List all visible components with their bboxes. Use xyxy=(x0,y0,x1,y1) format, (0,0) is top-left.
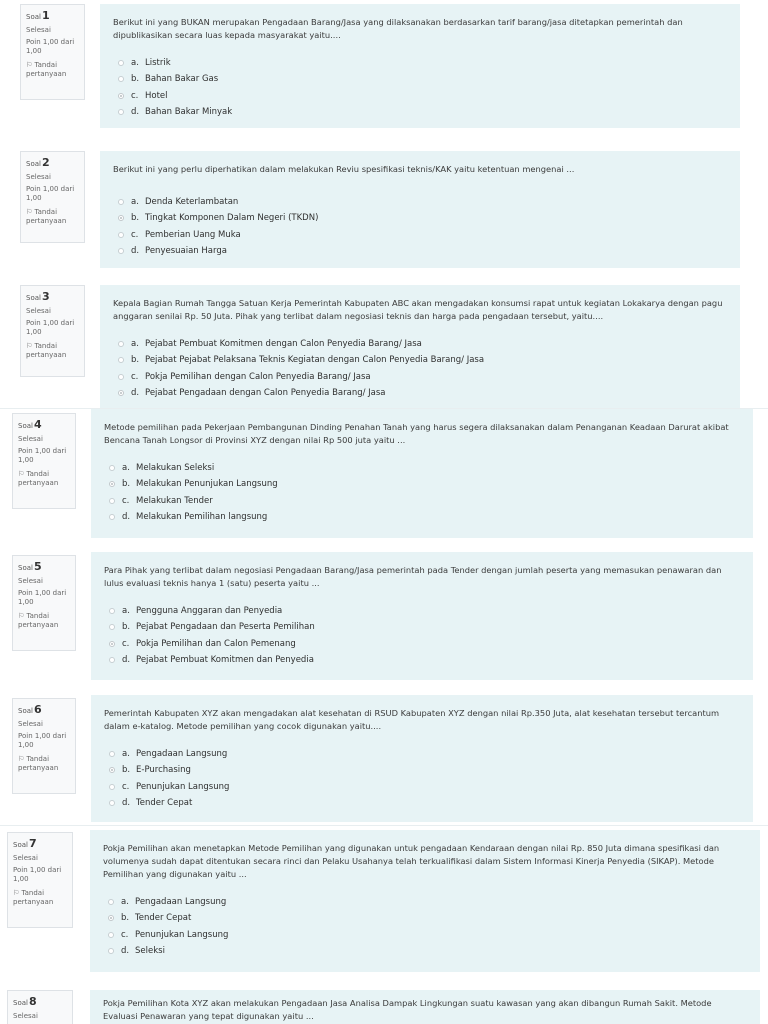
answer-option-d[interactable]: d. Pejabat Pembuat Komitmen dan Penyedia xyxy=(109,652,741,668)
radio-button-selected[interactable] xyxy=(108,915,114,921)
question-info xyxy=(12,413,76,509)
question-text: Kepala Bagian Rumah Tangga Satuan Kerja Pemerintah Kabupaten ABC akan mengadakan konsumsi rapat untuk kegiatan Lokakarya dengan pagu anggaran senilai Rp. 50 Juta. Pihak yang terlibat dalam negosiasi teknis dan harga pada pengadaan tersebut, yaitu.... xyxy=(113,298,723,321)
question-content xyxy=(91,552,753,680)
question-state: Selesai xyxy=(26,173,51,181)
radio-button-selected[interactable] xyxy=(109,641,115,647)
answer-option-d[interactable]: d. Seleksi xyxy=(108,943,748,959)
flag-question-link[interactable] xyxy=(13,889,67,907)
question-text: Berikut ini yang perlu diperhatikan dalam melakukan Reviu spesifikasi teknis/KAK yaitu ketentuan mengenai ... xyxy=(113,164,575,174)
question-content xyxy=(100,4,740,128)
answer-option-d[interactable]: d. Melakukan Pemilihan langsung xyxy=(109,509,741,525)
answer-option-c[interactable]: c. Hotel xyxy=(118,88,728,104)
flag-question-link[interactable] xyxy=(26,208,79,226)
question-info xyxy=(20,285,85,377)
radio-button[interactable] xyxy=(118,60,124,66)
answer-option-d[interactable]: d. Tender Cepat xyxy=(109,795,741,811)
radio-button[interactable] xyxy=(109,800,115,806)
answer-option-a[interactable]: a. Pengadaan Langsung xyxy=(109,746,741,762)
radio-button-selected[interactable] xyxy=(118,390,124,396)
question-content xyxy=(90,830,760,972)
radio-button[interactable] xyxy=(108,948,114,954)
radio-button-selected[interactable] xyxy=(109,481,115,487)
answer-option-c[interactable]: c. Pokja Pemilihan dengan Calon Penyedia Barang/ Jasa xyxy=(118,369,728,385)
question-number: Soal4 xyxy=(18,418,42,431)
screenshot-strip-1 xyxy=(0,0,768,408)
question-info xyxy=(12,698,76,794)
answer-options xyxy=(109,603,741,668)
flag-icon: ⚐ xyxy=(18,470,25,478)
radio-button[interactable] xyxy=(109,498,115,504)
flag-question-link[interactable] xyxy=(18,755,70,773)
radio-button[interactable] xyxy=(109,465,115,471)
radio-button[interactable] xyxy=(118,109,124,115)
question-text: Pemerintah Kabupaten XYZ akan mengadakan alat kesehatan di RSUD Kabupaten XYZ dengan nilai Rp.350 Juta, alat kesehatan tersebut tercantum dalam e-katalog. Metode pemilihan yang cocok digunakan yaitu.... xyxy=(104,708,720,731)
question-number: Soal6 xyxy=(18,703,42,716)
radio-button[interactable] xyxy=(109,514,115,520)
answer-option-d[interactable]: d. Bahan Bakar Minyak xyxy=(118,104,728,120)
radio-button[interactable] xyxy=(108,932,114,938)
question-grade: Poin 1,00 dari 1,00 xyxy=(18,589,67,606)
screenshot-strip-3 xyxy=(0,826,768,1024)
question-state: Selesai xyxy=(26,307,51,315)
answer-option-b[interactable]: b. Melakukan Penunjukan Langsung xyxy=(109,476,741,492)
question-info xyxy=(7,990,73,1024)
answer-options xyxy=(118,55,728,120)
answer-option-a[interactable]: a. Pejabat Pembuat Komitmen dengan Calon Penyedia Barang/ Jasa xyxy=(118,336,728,352)
question-info xyxy=(7,832,73,928)
answer-option-b[interactable]: b. Tender Cepat xyxy=(108,910,748,926)
question-number: Soal8 xyxy=(13,995,37,1008)
flag-label: Tandai pertanyaan xyxy=(26,208,67,225)
question-content xyxy=(91,409,753,538)
answer-option-c[interactable]: c. Melakukan Tender xyxy=(109,493,741,509)
screenshot-strip-2 xyxy=(0,409,768,825)
question-info xyxy=(20,151,85,243)
flag-question-link[interactable] xyxy=(18,612,70,630)
question-state: Selesai xyxy=(26,26,51,34)
question-number: Soal5 xyxy=(18,560,42,573)
radio-button-selected[interactable] xyxy=(118,215,124,221)
radio-button[interactable] xyxy=(118,357,124,363)
answer-option-a[interactable]: a. Pengadaan Langsung xyxy=(108,894,748,910)
flag-question-link[interactable] xyxy=(26,61,79,79)
answer-option-c[interactable]: c. Penunjukan Langsung xyxy=(108,927,748,943)
flag-question-link[interactable] xyxy=(26,342,79,360)
radio-button[interactable] xyxy=(118,199,124,205)
radio-button[interactable] xyxy=(109,751,115,757)
question-number: Soal3 xyxy=(26,290,50,303)
flag-icon: ⚐ xyxy=(18,755,25,763)
radio-button[interactable] xyxy=(118,76,124,82)
question-state: Selesai xyxy=(18,435,43,443)
question-grade: Poin 1,00 dari 1,00 xyxy=(26,185,75,202)
flag-icon: ⚐ xyxy=(26,61,33,69)
question-content xyxy=(90,990,760,1024)
flag-icon: ⚐ xyxy=(26,208,33,216)
question-grade: Poin 1,00 dari 1,00 xyxy=(26,319,75,336)
flag-label: Tandai pertanyaan xyxy=(26,61,67,78)
radio-button[interactable] xyxy=(109,608,115,614)
radio-button[interactable] xyxy=(118,232,124,238)
question-number: Soal7 xyxy=(13,837,37,850)
flag-label: Tandai pertanyaan xyxy=(18,755,59,772)
flag-icon: ⚐ xyxy=(18,612,25,620)
answer-options xyxy=(108,894,748,959)
question-text: Pokja Pemilihan akan menetapkan Metode Pemilihan yang digunakan untuk pengadaan Kendaraan dengan nilai Rp. 850 Juta dimana spesifikasi dan volumenya sudah dapat ditentukan secara rinci dan Pelaku Usahanya telah terkualifikasi dalam Sistem Informasi Kinerja Penyedia (SIKAP). Metode Pemilihan yang digunakan yaitu ... xyxy=(103,843,720,879)
question-content xyxy=(100,285,740,408)
question-grade: Poin 1,00 dari 1,00 xyxy=(13,866,62,883)
answer-option-d[interactable]: d. Pejabat Pengadaan dengan Calon Penyedia Barang/ Jasa xyxy=(118,385,728,401)
question-state: Selesai xyxy=(13,1012,38,1020)
flag-icon: ⚐ xyxy=(13,889,20,897)
answer-option-b[interactable]: b. Tingkat Komponen Dalam Negeri (TKDN) xyxy=(118,210,728,226)
question-text: Metode pemilihan pada Pekerjaan Pembangunan Dinding Penahan Tanah yang harus segera dilaksanakan dalam Penanganan Keadaan Darurat akibat Bencana Tanah Longsor di Provinsi XYZ dengan nilai Rp 500 juta yaitu ... xyxy=(104,422,729,445)
question-state: Selesai xyxy=(18,720,43,728)
flag-label: Tandai pertanyaan xyxy=(13,889,54,906)
question-grade: Poin 1,00 dari 1,00 xyxy=(18,447,67,464)
question-text: Berikut ini yang BUKAN merupakan Pengadaan Barang/Jasa yang dilaksanakan berdasarkan tarif barang/jasa ditetapkan pemerintah dan dipublikasikan secara luas kepada masyarakat yaitu.... xyxy=(113,17,683,40)
radio-button[interactable] xyxy=(118,374,124,380)
radio-button-selected[interactable] xyxy=(109,767,115,773)
answer-option-a[interactable]: a. Denda Keterlambatan xyxy=(118,194,728,210)
answer-option-a[interactable]: a. Listrik xyxy=(118,55,728,71)
answer-option-b[interactable]: b. Pejabat Pejabat Pelaksana Teknis Kegiatan dengan Calon Penyedia Barang/ Jasa xyxy=(118,352,728,368)
answer-options xyxy=(109,746,741,811)
question-number: Soal2 xyxy=(26,156,50,169)
question-state: Selesai xyxy=(18,577,43,585)
question-text: Pokja Pemilihan Kota XYZ akan melakukan Pengadaan Jasa Analisa Dampak Lingkungan suatu kawasan yang akan dibangun Rumah Sakit. Metode Evaluasi Penawaran yang tepat digunakan yaitu ... xyxy=(103,998,712,1021)
answer-option-b[interactable]: b. E-Purchasing xyxy=(109,762,741,778)
question-text: Para Pihak yang terlibat dalam negosiasi Pengadaan Barang/Jasa pemerintah pada Tender dengan jumlah peserta yang memasukan penawaran dan lulus evaluasi teknis hanya 1 (satu) peserta yaitu ... xyxy=(104,565,722,588)
question-content xyxy=(91,695,753,822)
flag-label: Tandai pertanyaan xyxy=(18,612,59,629)
radio-button[interactable] xyxy=(109,784,115,790)
radio-button-selected[interactable] xyxy=(118,93,124,99)
question-grade: Poin 1,00 dari 1,00 xyxy=(18,732,67,749)
answer-options xyxy=(109,460,741,525)
answer-option-c[interactable]: c. Pemberian Uang Muka xyxy=(118,227,728,243)
answer-option-a[interactable]: a. Melakukan Seleksi xyxy=(109,460,741,476)
radio-button[interactable] xyxy=(109,657,115,663)
answer-options xyxy=(118,336,728,401)
answer-option-d[interactable]: d. Penyesuaian Harga xyxy=(118,243,728,259)
radio-button[interactable] xyxy=(118,248,124,254)
radio-button[interactable] xyxy=(108,899,114,905)
flag-label: Tandai pertanyaan xyxy=(18,470,59,487)
answer-options xyxy=(118,194,728,259)
answer-option-b[interactable]: b. Bahan Bakar Gas xyxy=(118,71,728,87)
answer-option-c[interactable]: c. Penunjukan Langsung xyxy=(109,779,741,795)
question-grade: Poin 1,00 dari 1,00 xyxy=(26,38,75,55)
question-state: Selesai xyxy=(13,854,38,862)
answer-option-a[interactable]: a. Pengguna Anggaran dan Penyedia xyxy=(109,603,741,619)
flag-icon: ⚐ xyxy=(26,342,33,350)
answer-option-c[interactable]: c. Pokja Pemilihan dan Calon Pemenang xyxy=(109,636,741,652)
question-info xyxy=(20,4,85,100)
flag-question-link[interactable] xyxy=(18,470,70,488)
radio-button[interactable] xyxy=(118,341,124,347)
question-info xyxy=(12,555,76,651)
question-number: Soal1 xyxy=(26,9,50,22)
answer-option-b[interactable]: b. Pejabat Pengadaan dan Peserta Pemilihan xyxy=(109,619,741,635)
flag-label: Tandai pertanyaan xyxy=(26,342,67,359)
radio-button[interactable] xyxy=(109,624,115,630)
question-content xyxy=(100,151,740,268)
